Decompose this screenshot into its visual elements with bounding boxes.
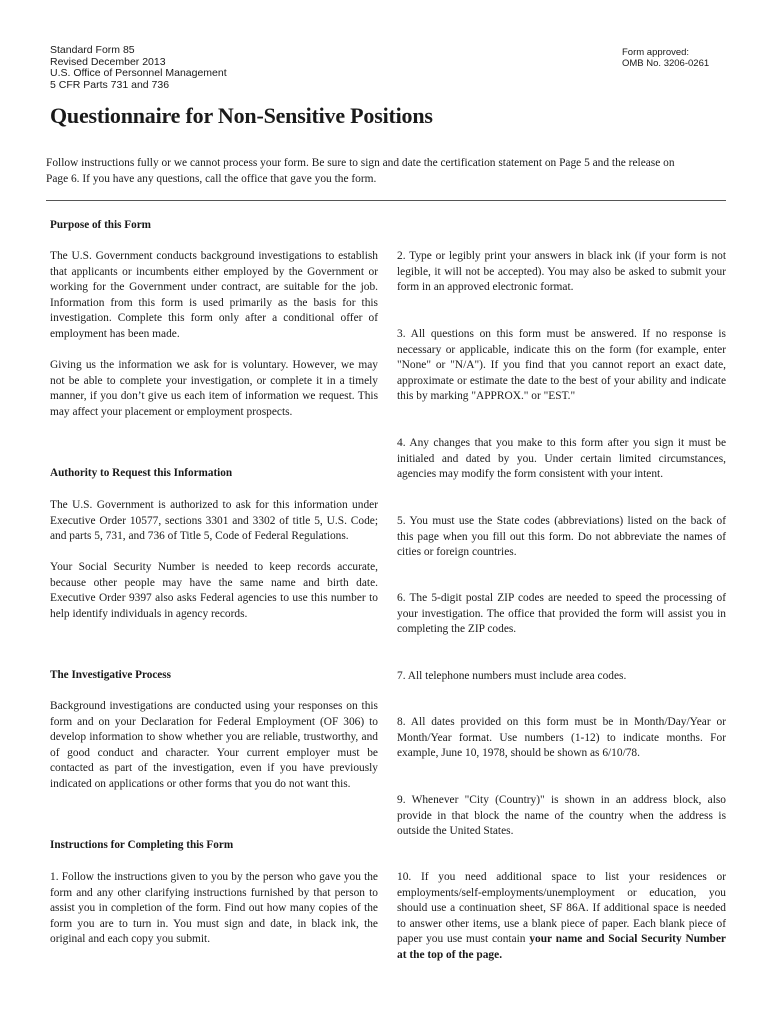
intro-line: Page 6. If you have any questions, call the office that gave you the form. — [46, 173, 377, 185]
authority-paragraph-2: Your Social Security Number is needed to keep records accurate, because other people may have the same name and birth date. Executive Order 9397 also asks Federal agencies to use this number to help identify individuals in agency records. — [50, 561, 378, 620]
instructions-heading: Instructions for Completing this Form — [50, 839, 234, 851]
authority-paragraph-1: The U.S. Government is authorized to ask for this information under Executive Order 10577, sections 3301 and 3302 of title 5, U.S. Code; and parts 5, 731, and 736 of Title 5, Code of Federal Regulations. — [50, 499, 378, 543]
purpose-paragraph-2: Giving us the information we ask for is voluntary. However, we may not be able to complete your investigation, or complete it in a timely manner, if you don’t give us each item of information we request. This may affect your placement or employment prospects. — [50, 359, 378, 418]
instruction-item-1: 1. Follow the instructions given to you by the person who gave you the form and any other clarifying instructions furnished by that person to assist you in completion of the form. Find out how many copies of the form you are to turn in. You must sign and date, in black ink, the original and each copy you submit. — [50, 871, 378, 946]
omb-line: Form approved: — [622, 47, 690, 58]
investigative-paragraph: Background investigations are conducted using your responses on this form and on your Declaration for Federal Employment (OF 306) to develop information to show whether you are reliable, trustworthy, and of good conduct and character. Your current employer must be contacted as part of the investigation, even if you have previously indicated on applications or other forms that you do not want this. — [50, 700, 378, 790]
purpose-heading: Purpose of this Form — [50, 219, 151, 231]
form-id-line: 5 CFR Parts 731 and 736 — [50, 78, 170, 91]
form-id-line: Revised December 2013 — [50, 55, 166, 68]
purpose-paragraph-1: The U.S. Government conducts background investigations to establish that applicants or incumbents either employed by the Government or working for the Government under contract, are suitable for the job. Information from this form is used primarily as the basis for this investigation. Complete this form only after a conditional offer of employment has been made. — [50, 250, 378, 340]
intro-line: Follow instructions fully or we cannot process your form. Be sure to sign and date the certification statement on Page 5 and the release on — [46, 157, 675, 169]
instruction-item-4: 4. Any changes that you make to this form after you sign it must be initialed and dated by you. Under certain limited circumstances, agencies may modify the form consistent with your intent. — [397, 437, 726, 481]
instruction-item-10-text: 10. If you need additional space to list your residences or employments/self-employments/unemployment or education, you should use a continuation sheet, SF 86A. If additional space is needed to answer other items, use a blank piece of paper. Each blank piece of paper you use must contain — [397, 871, 726, 946]
instruction-item-2: 2. Type or legibly print your answers in black ink (if your form is not legible, it will not be accepted). You may also be asked to submit your form in an approved electronic format. — [397, 250, 726, 294]
omb-approval — [622, 47, 709, 69]
form-id-line: U.S. Office of Personnel Management — [50, 67, 227, 79]
intro-text — [46, 155, 726, 187]
form-identification — [50, 45, 227, 91]
instruction-item-10-emphasis: your name and Social Security Number at the top of the page. — [397, 933, 726, 961]
authority-heading: Authority to Request this Information — [50, 467, 233, 479]
section-divider — [46, 200, 726, 201]
instruction-item-10 — [397, 870, 726, 964]
instruction-item-8: 8. All dates provided on this form must be in Month/Day/Year or Month/Year format. Use numbers (1-12) to indicate months. For example, June 10, 1978, should be shown as 6/10/78. — [397, 716, 726, 760]
omb-line: OMB No. 3206-0261 — [622, 58, 710, 69]
instruction-item-3: 3. All questions on this form must be answered. If no response is necessary or applicable, indicate this on the form (for example, enter "None" or "N/A"). If you find that you cannot report an exact date, approximate or estimate the date to the best of your ability and indicate this by marking "APPROX." or "EST." — [397, 328, 726, 403]
instruction-item-7: 7. All telephone numbers must include area codes. — [397, 670, 627, 682]
form-id-line: Standard Form 85 — [50, 44, 135, 56]
instruction-item-6: 6. The 5-digit postal ZIP codes are needed to speed the processing of your investigation. The office that provided the form will assist you in completing the ZIP codes. — [397, 592, 726, 636]
instruction-item-5: 5. You must use the State codes (abbreviations) listed on the back of this page when you fill out this form. Do not abbreviate the names of cities or foreign countries. — [397, 515, 726, 559]
investigative-heading: The Investigative Process — [50, 669, 171, 681]
instruction-item-9: 9. Whenever "City (Country)" is shown in an address block, also provide in that block the name of the country when the address is outside the United States. — [397, 794, 726, 838]
page-title: Questionnaire for Non-Sensitive Positions — [50, 103, 433, 128]
